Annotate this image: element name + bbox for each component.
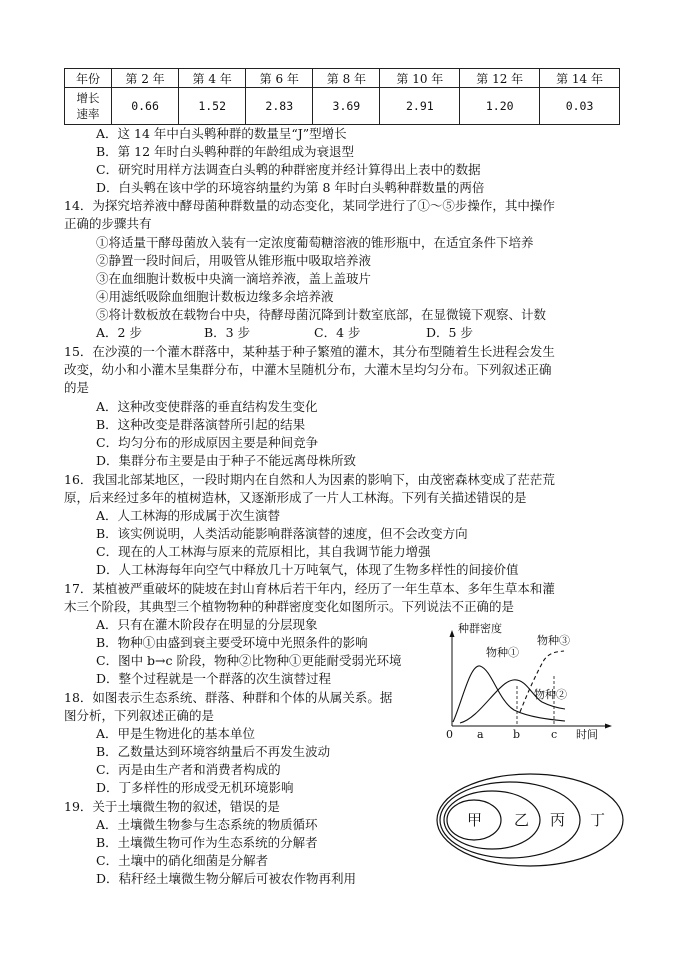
q19-option-a: A．土壤微生物参与生态系统的物质循环	[96, 817, 318, 832]
q16-option-a: A．人工林海的形成属于次生演替	[96, 508, 281, 523]
row-label-line: 速率	[76, 107, 100, 121]
q14-option-b: B．3 步	[204, 325, 251, 340]
q17-option-c: C．图中 b→c 阶段，物种②比物种①更能耐受弱光环境	[96, 653, 402, 668]
table-header-cell: 第 10 年	[380, 69, 460, 88]
q13-option-c: C．研究时用样方法调查白头鹎的种群密度并经计算得出上表中的数据	[96, 162, 481, 177]
x-axis-label: 时间	[576, 728, 598, 741]
table-header-cell: 第 12 年	[460, 69, 540, 88]
table-header-cell: 第 4 年	[179, 69, 246, 88]
q17-stem: 17．某植被严重破坏的陡坡在封山育林后若干年内，经历了一年生草本、多年生草本和灌	[64, 581, 555, 596]
label-ding: 丁	[590, 811, 606, 829]
q13-option-d: D．白头鹎在该中学的环境容纳量约为第 8 年时白头鹎种群数量的两倍	[96, 180, 485, 195]
q14-option-c: C．4 步	[314, 325, 361, 340]
q18-stem: 图分析，下列叙述正确的是	[64, 708, 215, 723]
table-cell: 1.20	[460, 88, 540, 125]
population-density-chart	[440, 622, 620, 744]
q13-option-b: B．第 12 年时白头鹎种群的年龄组成为衰退型	[96, 144, 355, 159]
q16-option-c: C．现在的人工林海与原来的荒原相比，其自我调节能力增强	[96, 544, 431, 559]
growth-rate-table	[64, 68, 620, 125]
q16-option-b: B．该实例说明，人类活动能影响群落演替的速度，但不会改变方向	[96, 526, 468, 541]
x-axis-arrow	[605, 724, 612, 729]
q14-option-d: D．5 步	[426, 325, 473, 340]
q15-stem: 的是	[64, 380, 90, 395]
q13-option-a: A．这 14 年中白头鹎种群的数量呈“J”型增长	[96, 126, 347, 141]
q15-stem: 15．在沙漠的一个灌木群落中，某种基于种子繁殖的灌木，其分布型随着生长进程会发生	[64, 344, 555, 359]
q19-option-b: B．土壤微生物可作为生态系统的分解者	[96, 835, 318, 850]
series-line-species-3	[520, 651, 564, 712]
table-row	[65, 88, 620, 125]
q18-stem: 18．如图表示生态系统、群落、种群和个体的从属关系。据	[64, 690, 393, 705]
label-yi: 乙	[514, 811, 530, 829]
q15-option-d: D．集群分布主要是由于种子不能远离母株所致	[96, 453, 357, 468]
series-label-species-1: 物种①	[486, 646, 519, 659]
nested-relationship-diagram	[430, 770, 630, 868]
q16-option-d: D．人工林海每年向空气中释放几十万吨氧气，体现了生物多样性的间接价值	[96, 562, 519, 577]
q14-step: ②静置一段时间后，用吸管从锥形瓶中吸取培养液	[96, 253, 372, 268]
table-row-label	[65, 88, 112, 125]
q15-option-b: B．这种改变是群落演替所引起的结果	[96, 417, 306, 432]
q16-stem: 原，后来经过多年的植树造林，又逐渐形成了一片人工林海。下列有关描述错误的是	[64, 490, 527, 505]
table-header-cell: 第 6 年	[246, 69, 313, 88]
tick-label-c: c	[551, 728, 558, 741]
table-header-cell: 第 14 年	[540, 69, 620, 88]
q14-stem: 正确的步骤共有	[64, 216, 152, 231]
q19-option-c: C．土壤中的硝化细菌是分解者	[96, 853, 269, 868]
table-cell: 2.83	[246, 88, 313, 125]
q14-step: ④用滤纸吸除血细胞计数板边缘多余培养液	[96, 289, 334, 304]
q17-option-d: D．整个过程就是一个群落的次生演替过程	[96, 671, 332, 686]
table-cell: 0.03	[540, 88, 620, 125]
tick-label-a: a	[477, 728, 484, 741]
row-label-line: 增长	[76, 91, 100, 105]
q14-step: ①将适量干酵母菌放入装有一定浓度葡萄糖溶液的锥形瓶中，在适宜条件下培养	[96, 235, 534, 250]
table-header-cell: 第 8 年	[313, 69, 380, 88]
q16-stem: 16．我国北部某地区，一段时期内在自然和人为因素的影响下，由茂密森林变成了茫茫荒	[64, 472, 555, 487]
table-cell: 2.91	[380, 88, 460, 125]
y-axis-label: 种群密度	[458, 622, 502, 635]
q14-option-a: A．2 步	[96, 325, 142, 340]
table-cell: 0.66	[112, 88, 179, 125]
table-header-cell: 第 2 年	[112, 69, 179, 88]
table-header-row	[65, 69, 620, 88]
label-jia: 甲	[467, 811, 483, 829]
q18-option-d: D．丁多样性的形成受无机环境影响	[96, 780, 294, 795]
q15-option-c: C．均匀分布的形成原因主要是种间竞争	[96, 435, 319, 450]
series-label-species-3: 物种③	[537, 634, 570, 647]
q18-option-a: A．甲是生物进化的基本单位	[96, 726, 256, 741]
table-cell: 3.69	[313, 88, 380, 125]
q15-option-a: A．这种改变使群落的垂直结构发生变化	[96, 399, 318, 414]
series-line-species-2	[460, 680, 565, 723]
q19-option-d: D．秸秆经土壤微生物分解后可被农作物再利用	[96, 871, 357, 886]
series-label-species-2: 物种②	[534, 688, 567, 701]
q17-stem: 木三个阶段，其典型三个植物物种的种群密度变化如图所示。下列说法不正确的是	[64, 599, 515, 614]
q19-stem: 19．关于土壤微生物的叙述，错误的是	[64, 799, 280, 814]
origin-label: 0	[446, 728, 453, 741]
q14-stem: 14．为探究培养液中酵母菌种群数量的动态变化，某同学进行了①～⑤步操作，其中操作	[64, 198, 555, 213]
q17-option-b: B．物种①由盛到衰主要受环境中光照条件的影响	[96, 635, 368, 650]
table-cell: 1.52	[179, 88, 246, 125]
q14-step: ③在血细胞计数板中央滴一滴培养液，盖上盖玻片	[96, 271, 372, 286]
q14-step: ⑤将计数板放在载物台中央，待酵母菌沉降到计数室底部，在显微镜下观察、计数	[96, 307, 547, 322]
q18-option-b: B．乙数量达到环境容纳量后不再发生波动	[96, 744, 331, 759]
q18-option-c: C．丙是由生产者和消费者构成的	[96, 762, 281, 777]
q14-options	[96, 324, 473, 341]
q15-stem: 改变，幼小和小灌木呈集群分布，中灌木呈随机分布，大灌木呈均匀分布。下列叙述正确	[64, 362, 552, 377]
q17-option-a: A．只有在灌木阶段存在明显的分层现象	[96, 617, 318, 632]
table-header-cell: 年份	[65, 69, 112, 88]
tick-label-b: b	[513, 728, 521, 741]
y-axis-arrow	[450, 630, 455, 637]
label-bing: 丙	[550, 811, 566, 829]
